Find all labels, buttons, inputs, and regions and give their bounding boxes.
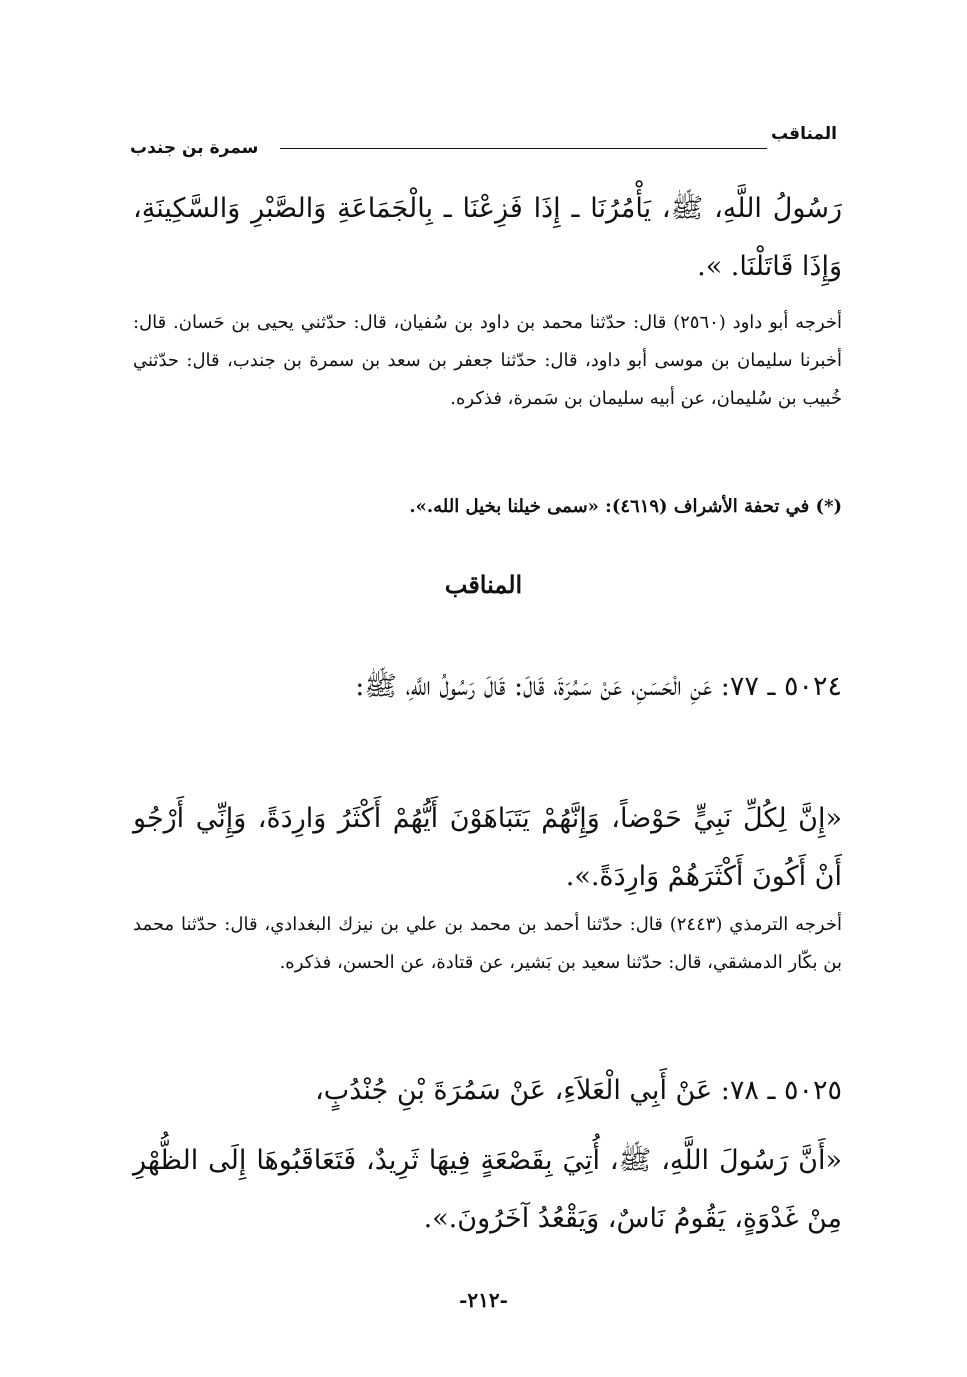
hadith-continuation: رَسُولُ اللَّهِ، ﷺ، يَأْمُرُنَا ـ إِذَا فَزِعْنَا ـ بِالْجَمَاعَةِ وَالصَّبْرِ وَالسَّكِينَةِ، وَإِذَا قَاتَلْنَا. ». bbox=[133, 193, 842, 282]
takhrij-abu-dawud: أخرجه أبو داود (٢٥٦٠) قال: حدّثنا محمد بن داود بن سُفيان، قال: حدّثني يحيى بن حَسان. قال: أخبرنا سليمان بن موسى أبو داود، قال: حدّثنا جعفر بن سعد بن سمرة بن جندب، قال: حدّثني خُبيب بن سُليمان، عن أبيه سليمان بن سَمرة، فذكره. bbox=[133, 312, 843, 409]
section-heading: المناقب bbox=[444, 570, 523, 599]
hadith-77-text: «إِنَّ لِكُلِّ نَبِيٍّ حَوْضاً، وَإِنَّهُمْ يَتَبَاهَوْنَ أَيُّهُمْ أَكْثَرُ وَارِدَةً، وَإِنِّي أَرْجُو أَنْ أَكُونَ أَكْثَرَهُمْ وَارِدَةً.». bbox=[133, 803, 842, 892]
header-person-name: سمرة بن جندب bbox=[130, 138, 259, 158]
footnote: (*) في تحفة الأشراف (٤٦١٩): «سمى خيلنا بخيل الله.». bbox=[409, 496, 842, 517]
running-header bbox=[130, 124, 837, 164]
hadith-78-text: «أَنَّ رَسُولَ اللَّهِ، ﷺ، أُتِيَ بِقَصْعَةٍ فِيهَا ثَرِيدٌ، فَتَعَاقَبُوهَا إِلَى الظُّهْرِ مِنْ غَدْوَةٍ، يَقُومُ نَاسٌ، وَيَقْعُدُ آخَرُونَ.». bbox=[133, 1145, 842, 1234]
hadith-77-takhrij: أخرجه الترمذي (٢٤٤٣) قال: حدّثنا أحمد بن محمد بن علي بن نيزك البغدادي، قال: حدّثنا محمد بن بكّار الدمشقي، قال: حدّثنا سعيد بن بَشير، عن قتادة، عن الحسن، فذكره. bbox=[133, 914, 842, 973]
header-section-name: المناقب bbox=[770, 124, 837, 144]
hadith-77-intro: ٥٠٢٤ ـ ٧٧: عَنِ الْحَسَنِ، عَنْ سَمُرَةَ، قَالَ: قَالَ رَسُولُ اللَّهِ، ﷺ: bbox=[355, 671, 842, 702]
hadith-78-intro: ٥٠٢٥ ـ ٧٨: عَنْ أَبِي الْعَلاَءِ، عَنْ سَمُرَةَ بْنِ جُنْدُبٍ، bbox=[315, 1075, 842, 1106]
header-rule bbox=[280, 148, 767, 149]
page-number: -٢١٢- bbox=[459, 1288, 508, 1312]
